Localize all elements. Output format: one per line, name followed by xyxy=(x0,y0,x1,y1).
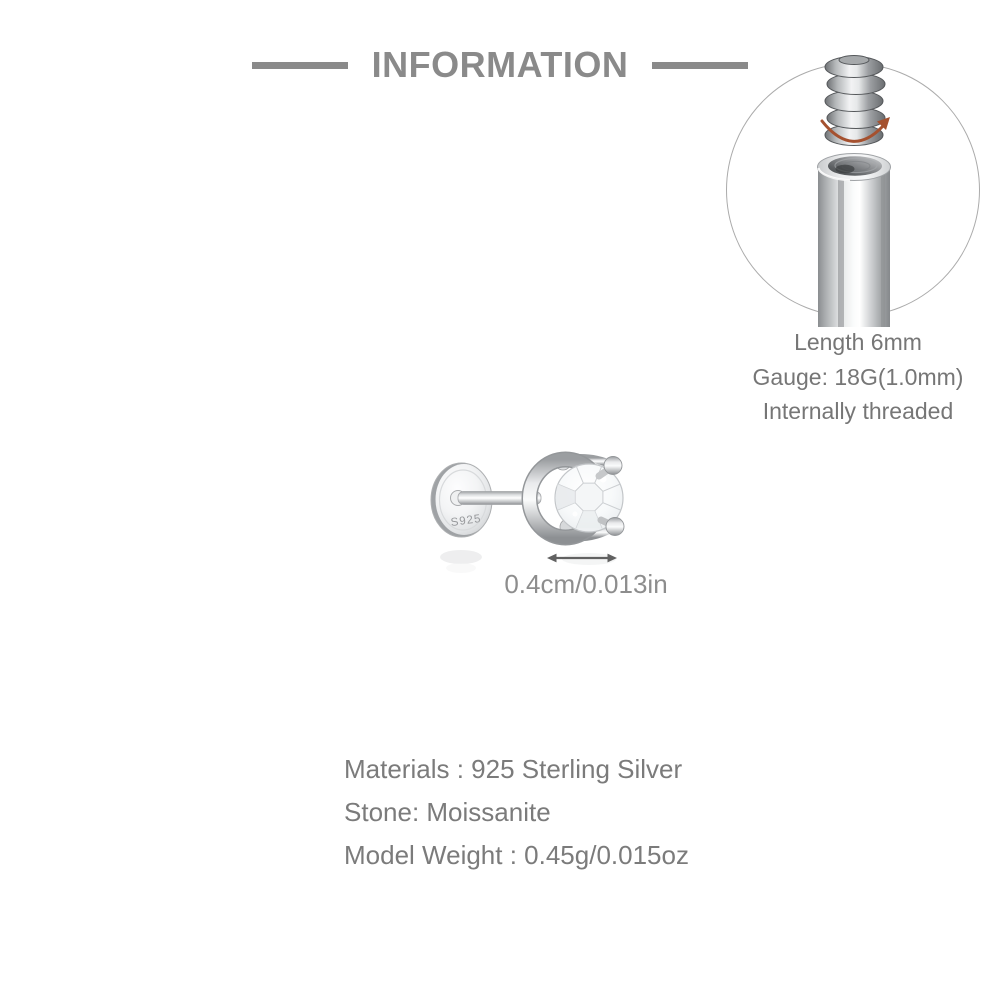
caption-line-length: Length 6mm xyxy=(794,329,922,355)
earring-photo-svg xyxy=(413,438,647,578)
spec-line-weight: Model Weight : 0.45g/0.015oz xyxy=(344,840,689,870)
barbell-post-photo xyxy=(818,154,891,328)
spec-line-materials: Materials : 925 Sterling Silver xyxy=(344,754,683,784)
spec-line-stone: Stone: Moissanite xyxy=(344,797,551,827)
prong-ball-bottom-right xyxy=(606,518,624,536)
dimension-label: 0.4cm/0.013in xyxy=(504,569,668,599)
header-rule-left xyxy=(252,62,348,69)
inset-caption xyxy=(706,325,1000,429)
caption-line-gauge: Gauge: 18G(1.0mm) xyxy=(752,363,964,390)
thread-detail-inset xyxy=(726,55,980,335)
earring-photo xyxy=(413,438,647,578)
product-specs xyxy=(344,748,689,877)
s925-engraving: S925 xyxy=(450,512,483,530)
caption-line-threading: Internally threaded xyxy=(762,398,954,424)
thread-detail-svg xyxy=(726,55,980,335)
prong-ball-top-right xyxy=(604,457,622,475)
page-title: INFORMATION xyxy=(371,44,629,85)
